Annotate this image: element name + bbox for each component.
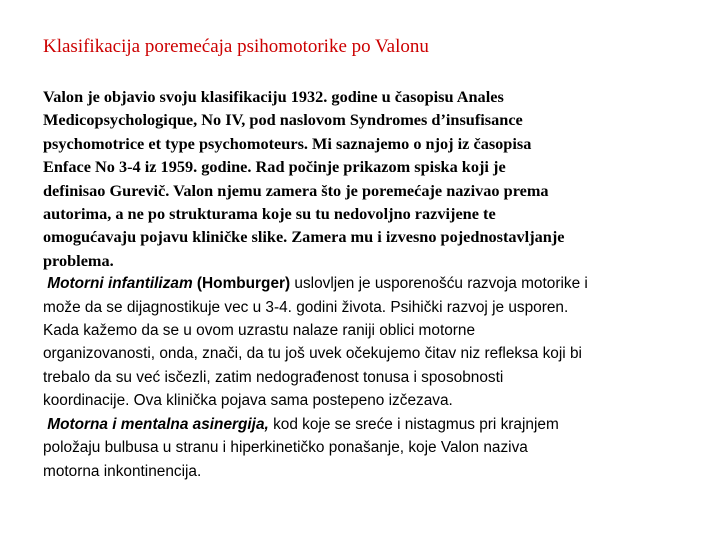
text-line: definisao Gurevič. Valon njemu zamera što je poremećaje nazivao prema <box>43 180 549 200</box>
text-line: Valon je objavio svoju klasifikaciju 1932. godine u časopisu Anales <box>43 87 504 106</box>
text-line: Kada kažemo da se u ovom uzrastu nalaze raniji oblici motorne <box>43 322 476 340</box>
paragraph-motor-infantilism <box>43 272 693 412</box>
text-line: omogućavaju pojavu kliničke slike. Zamera mu i izvesno pojednostavljanje <box>43 227 565 247</box>
term-motor-infantilism: Motorni infantilizam <box>47 275 193 293</box>
text-line: Medicopsychologique, No IV, pod naslovom Syndromes d’insufisance <box>43 110 523 130</box>
slide-title: Klasifikacija poremećaja psihomotorike po Valonu <box>43 36 429 57</box>
paragraph-intro <box>43 85 693 272</box>
paragraph-asynergy <box>43 413 693 483</box>
text-line: problema. <box>43 250 114 270</box>
text-line: Enface No 3-4 iz 1959. godine. Rad počinje prikazom spiska koji je <box>43 157 506 177</box>
text-line: koordinacije. Ova klinička pojava sama postepeno izčezava. <box>43 392 453 410</box>
term-asynergy: Motorna i mentalna asinergija, <box>47 415 269 433</box>
text-run: kod koje se sreće i nistagmus pri krajnjem <box>268 415 559 433</box>
text-run: uslovljen je usporenošću razvoja motorike i <box>290 275 588 293</box>
text-line <box>43 272 693 295</box>
text-line: trebalo da su već isčezli, zatim nedograđenost tonusa i sposobnosti <box>43 368 504 386</box>
term-author: (Homburger) <box>196 275 291 293</box>
text-line: organizovanosti, onda, znači, da tu još uvek očekujemo čitav niz refleksa koji bi <box>43 345 582 363</box>
text-line: autorima, a ne po strukturama koje su tu nedovoljno razvijene te <box>43 204 496 224</box>
text-line <box>43 413 693 436</box>
text-line: motorna inkontinencija. <box>43 462 202 480</box>
slide-body <box>43 85 693 483</box>
text-line: položaju bulbusa u stranu i hiperkinetičko ponašanje, koje Valon naziva <box>43 439 528 457</box>
text-line: može da se dijagnostikuje vec u 3-4. godini života. Psihički razvoj je usporen. <box>43 298 569 316</box>
text-line: psychomotrice et type psychomoteurs. Mi saznajemo o njoj iz časopisa <box>43 133 532 153</box>
